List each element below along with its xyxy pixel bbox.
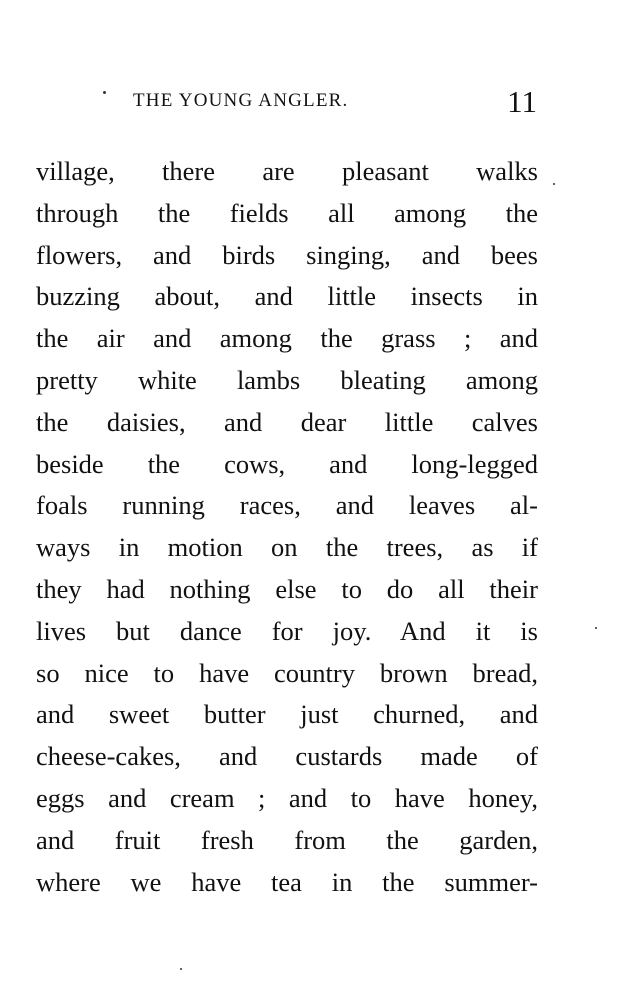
text-line: flowers, and birds singing, and bees [36,239,538,270]
print-speck [553,183,555,185]
text-line: the daisies, and dear little calves [36,406,538,437]
text-line: ways in motion on the trees, as if [36,532,538,563]
text-line: so nice to have country brown bread, [36,657,538,688]
text-line: and fruit fresh from the garden, [36,824,538,855]
text-line: and sweet butter just churned, and [36,699,538,730]
text-line: lives but dance for joy. And it is [36,615,538,646]
text-line: through the fields all among the [36,197,538,228]
text-line: they had nothing else to do all their [36,573,538,604]
print-speck [103,91,106,94]
text-line: beside the cows, and long-legged [36,448,538,479]
text-line: eggs and cream ; and to have honey, [36,782,538,813]
text-line: cheese-cakes, and custards made of [36,741,538,772]
running-header [133,84,537,118]
text-line: where we have tea in the summer- [36,866,538,897]
text-line: pretty white lambs bleating among [36,364,538,395]
print-speck [595,627,597,629]
text-line: village, there are pleasant walks [36,156,538,186]
page-number: 11 [507,84,537,119]
text-line: foals running races, and leaves al- [36,490,538,521]
running-title: THE YOUNG ANGLER. [133,90,349,111]
text-line: the air and among the grass ; and [36,323,538,354]
text-line: buzzing about, and little insects in [36,281,538,312]
print-speck [180,968,182,970]
body-text [36,151,538,903]
